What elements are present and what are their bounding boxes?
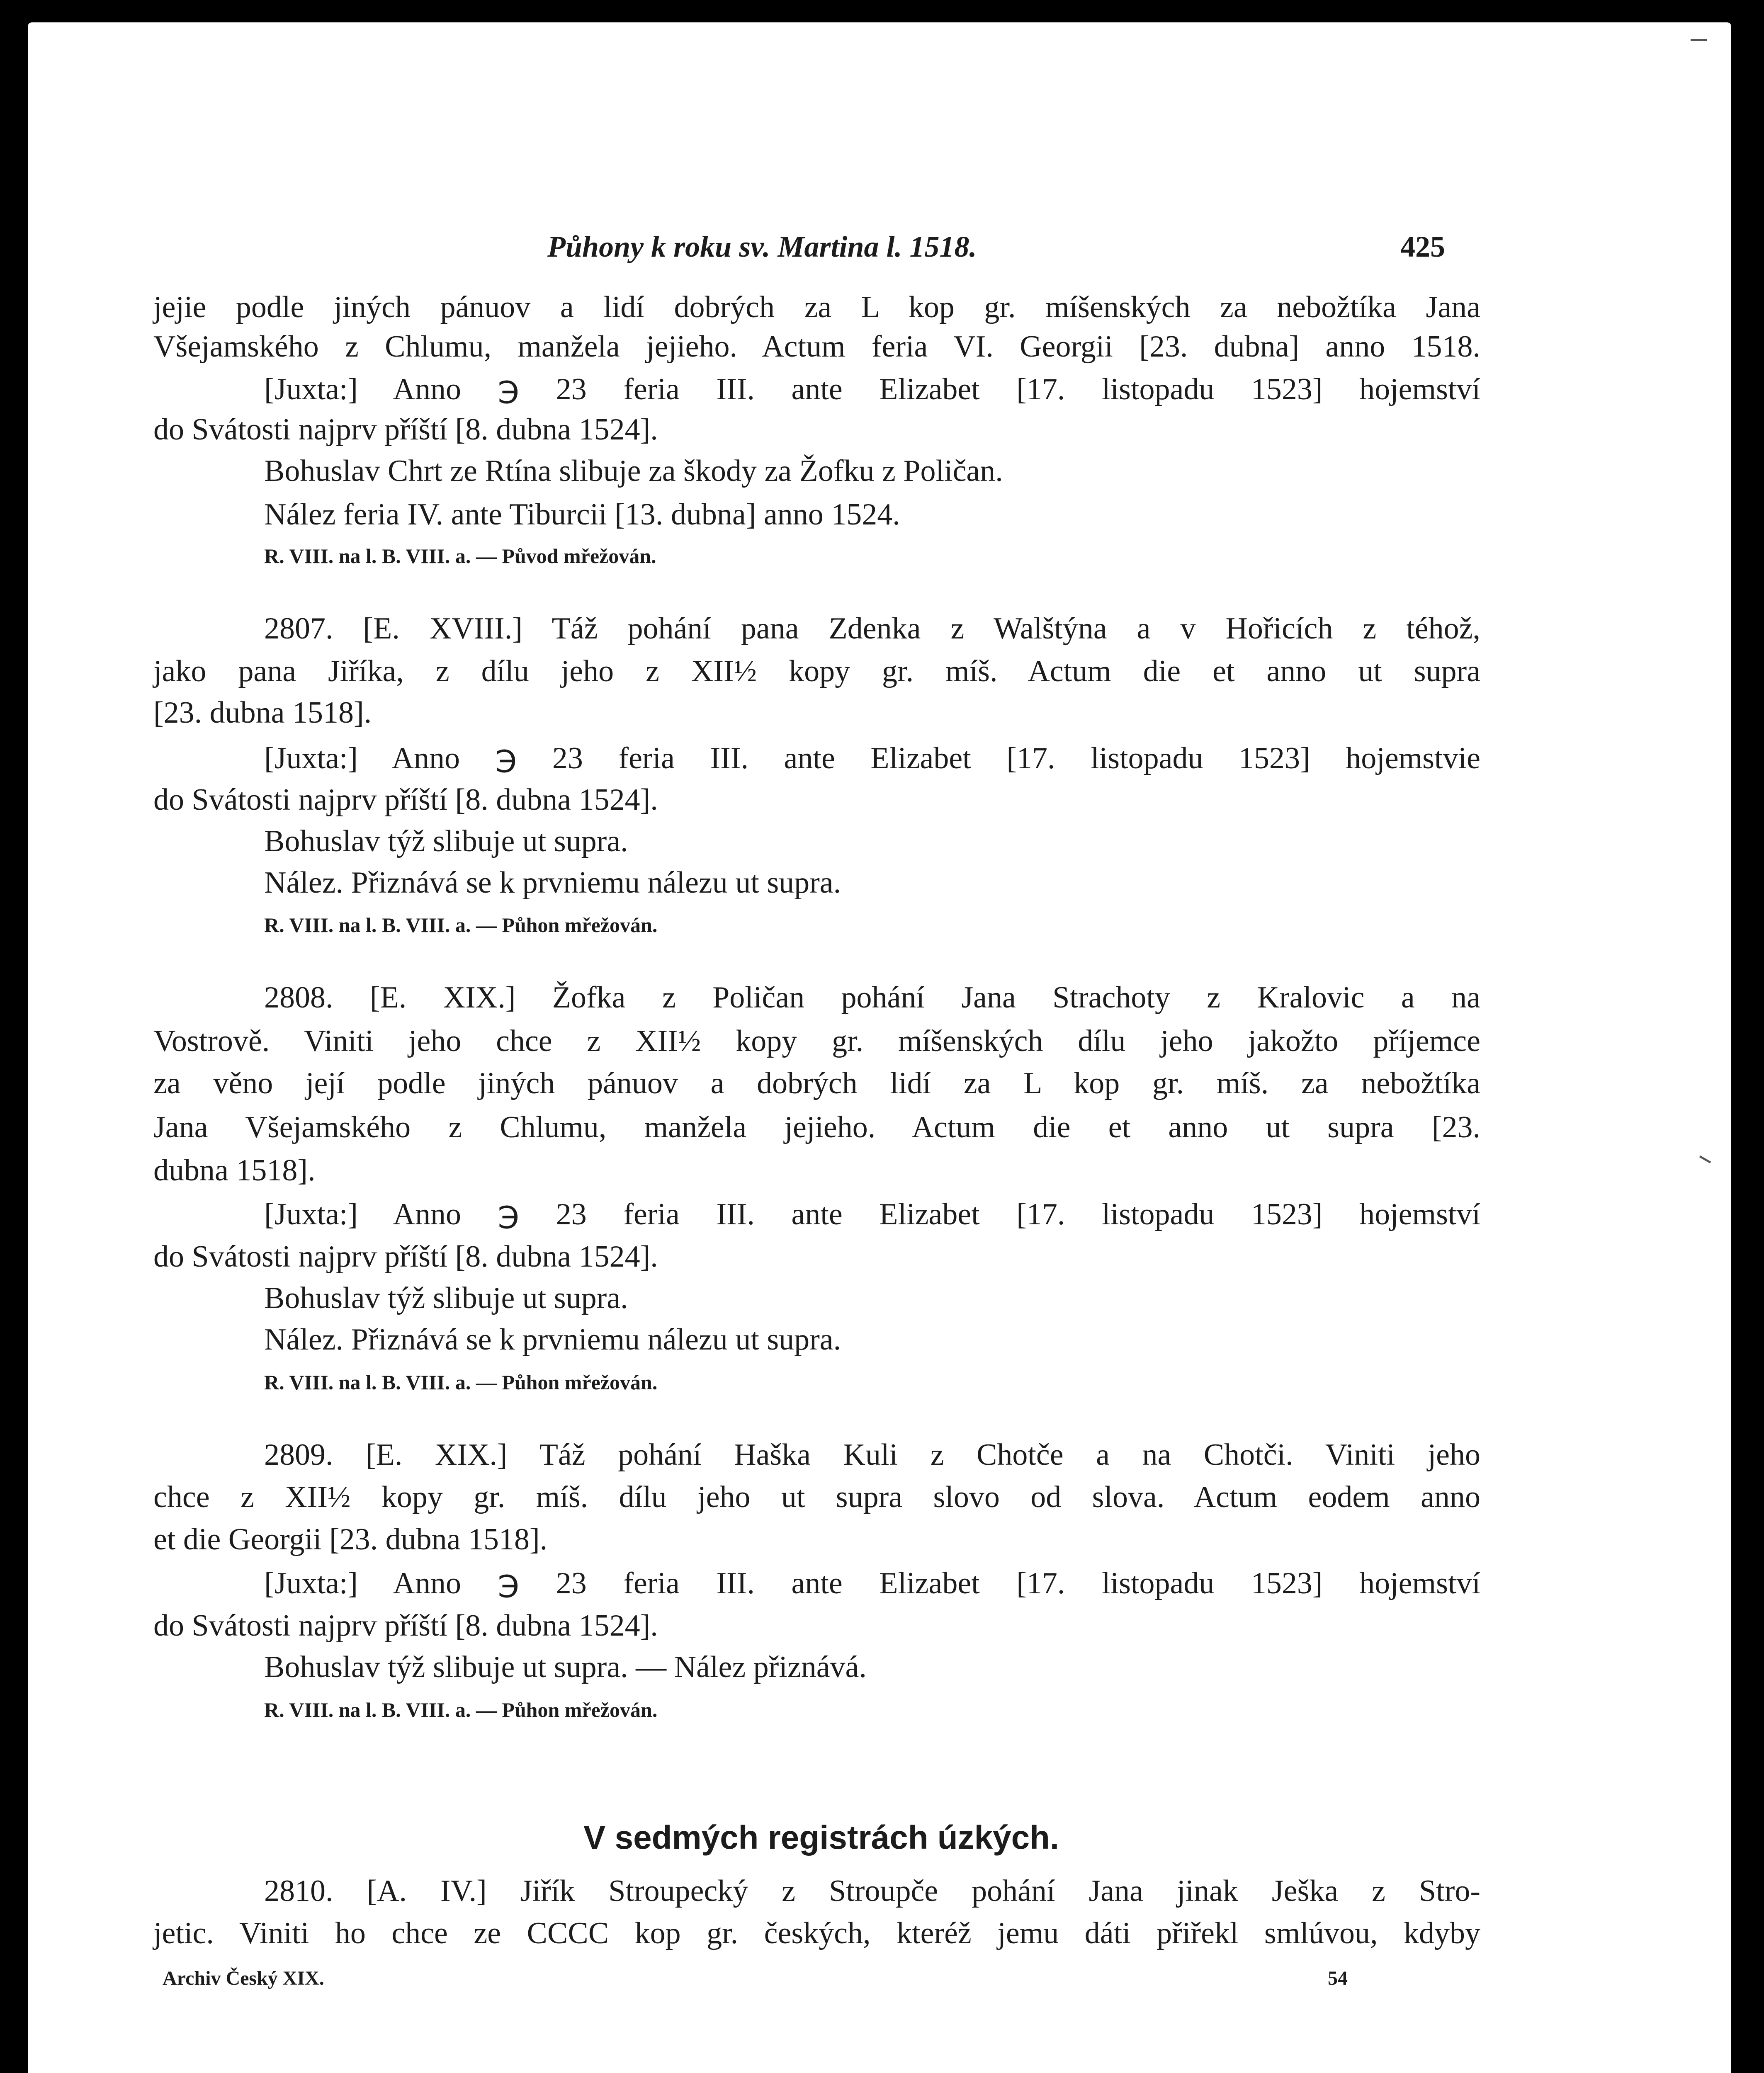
text-line: do Svátosti najprv příští [8. dubna 1524]. [153, 1240, 658, 1274]
text-line: Nález. Přiznává se k prvniemu nálezu ut supra. [264, 1323, 841, 1357]
running-title: Půhony k roku sv. Martina l. 1518. [547, 230, 977, 263]
document-page [28, 22, 1731, 2073]
text-line: [23. dubna 1518]. [153, 696, 372, 730]
text-line: jako pana Jiříka, z dílu jeho z XII½ kopy gr. míš. Actum die et anno ut supra [153, 654, 1480, 688]
text-line: jejie podle jiných pánuov a lidí dobrých za L kop gr. míšenských za nebožtíka Jana [153, 290, 1480, 324]
scan-mark [1699, 1155, 1711, 1163]
source-note: R. VIII. na l. B. VIII. a. — Původ mřežován. [264, 544, 656, 568]
text-line: 2810. [A. IV.] Jiřík Stroupecký z Stroupče pohání Jana jinak Ješka z Stro- [264, 1874, 1480, 1908]
text-line: et die Georgii [23. dubna 1518]. [153, 1522, 548, 1556]
text-line: 2807. [E. XVIII.] Táž pohání pana Zdenka z Walštýna a v Hořicích z téhož, [264, 612, 1480, 646]
text-line: do Svátosti najprv příští [8. dubna 1524]. [153, 413, 658, 447]
text-line: do Svátosti najprv příští [8. dubna 1524]. [153, 783, 658, 817]
text-line: Bohuslav týž slibuje ut supra. [264, 1281, 628, 1315]
footer-right: 54 [1328, 1967, 1348, 1989]
text-line: Bohuslav týž slibuje ut supra. — Nález přiznává. [264, 1650, 867, 1684]
text-line: [Juxta:] Anno ℈ 23 feria III. ante Elizabet [17. listopadu 1523] hojemství [264, 1566, 1480, 1600]
source-note: R. VIII. na l. B. VIII. a. — Půhon mřežován. [264, 913, 658, 937]
text-line: [Juxta:] Anno ℈ 23 feria III. ante Elizabet [17. listopadu 1523] hojemstvie [264, 741, 1480, 775]
text-line: Všejamského z Chlumu, manžela jejieho. Actum feria VI. Georgii [23. dubna] anno 1518. [153, 330, 1480, 364]
section-title: V sedmých registrách úzkých. [583, 1819, 1059, 1856]
scan-mark [1691, 39, 1707, 41]
text-line: Jana Všejamského z Chlumu, manžela jejieho. Actum die et anno ut supra [23. [153, 1110, 1480, 1144]
source-note: R. VIII. na l. B. VIII. a. — Půhon mřežován. [264, 1698, 658, 1721]
text-line: [Juxta:] Anno ℈ 23 feria III. ante Elizabet [17. listopadu 1523] hojemství [264, 372, 1480, 406]
text-line: Bohuslav týž slibuje ut supra. [264, 824, 628, 858]
text-line: do Svátosti najprv příští [8. dubna 1524]. [153, 1609, 658, 1643]
text-line: dubna 1518]. [153, 1153, 316, 1187]
text-line: chce z XII½ kopy gr. míš. dílu jeho ut supra slovo od slova. Actum eodem anno [153, 1480, 1480, 1514]
text-line: za věno její podle jiných pánuov a dobrých lidí za L kop gr. míš. za nebožtíka [153, 1066, 1480, 1100]
text-line: Nález. Přiznává se k prvniemu nálezu ut supra. [264, 866, 841, 900]
text-line: Nález feria IV. ante Tiburcii [13. dubna] anno 1524. [264, 498, 900, 532]
text-line: jetic. Viniti ho chce ze CCCC kop gr. českých, kteréž jemu dáti přiřekl smlúvou, kdyby [153, 1916, 1480, 1950]
source-note: R. VIII. na l. B. VIII. a. — Půhon mřežován. [264, 1371, 658, 1394]
text-line: Vostrově. Viniti jeho chce z XII½ kopy gr. míšenských dílu jeho jakožto příjemce [153, 1024, 1480, 1058]
footer-left: Archiv Český XIX. [163, 1967, 324, 1989]
text-line: 2808. [E. XIX.] Žofka z Poličan pohání Jana Strachoty z Kralovic a na [264, 981, 1480, 1015]
page-number: 425 [1400, 230, 1445, 263]
text-line: Bohuslav Chrt ze Rtína slibuje za škody za Žofku z Poličan. [264, 454, 1003, 488]
text-line: [Juxta:] Anno ℈ 23 feria III. ante Elizabet [17. listopadu 1523] hojemství [264, 1197, 1480, 1231]
text-line: 2809. [E. XIX.] Táž pohání Haška Kuli z Chotče a na Chotči. Viniti jeho [264, 1438, 1480, 1472]
